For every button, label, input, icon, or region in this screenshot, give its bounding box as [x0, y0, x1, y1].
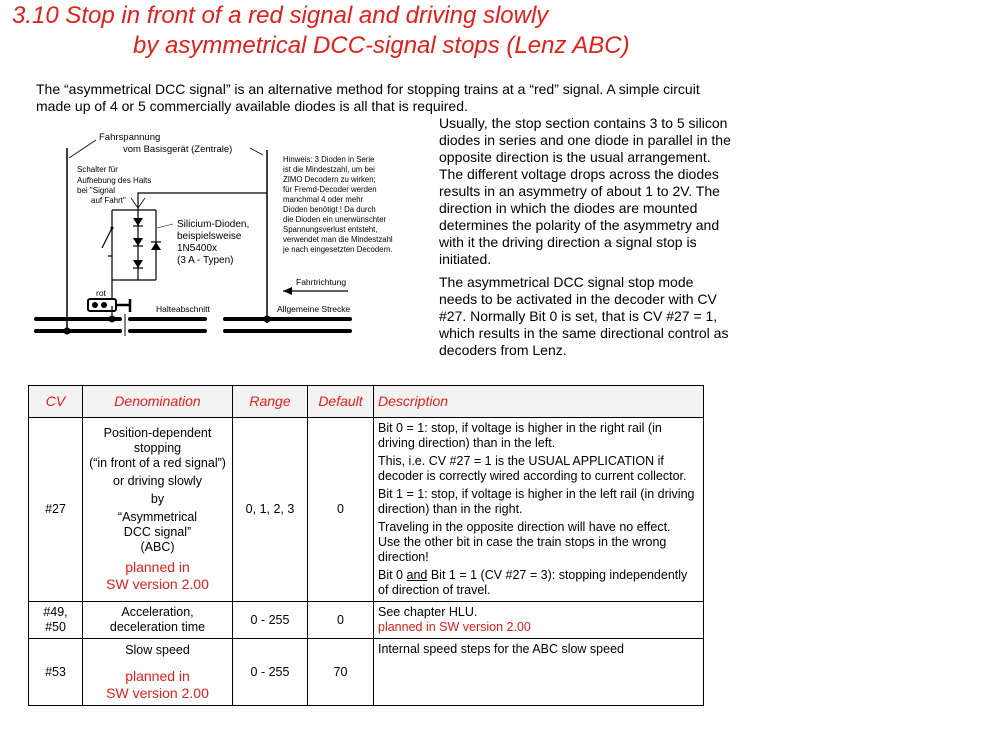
svg-text:die Dioden ein unerwünschter: die Dioden ein unerwünschter — [283, 215, 387, 224]
svg-text:Dioden benötigt ! Da durch: Dioden benötigt ! Da durch — [283, 205, 376, 214]
svg-text:Spannungsverlust entsteht,: Spannungsverlust entsteht, — [283, 225, 378, 234]
header-range: Range — [233, 386, 308, 418]
parallel-diode — [151, 242, 161, 250]
label-diodes-4: (3 A - Typen) — [177, 255, 234, 266]
header-denomination: Denomination — [83, 386, 233, 418]
cell-description: Internal speed steps for the ABC slow speed — [374, 639, 704, 706]
svg-text:ZIMO Decodern zu wirken;: ZIMO Decodern zu wirken; — [283, 175, 376, 184]
series-diodes — [133, 218, 143, 268]
table-row — [29, 418, 704, 602]
cell-cv: #49, #50 — [29, 602, 83, 639]
top-wire — [138, 193, 267, 210]
section-title-line-1: 3.10 Stop in front of a red signal and driving slowly — [12, 2, 549, 29]
label-diodes-1: Silicium-Dioden, — [177, 219, 250, 230]
label-halteabschnitt: Halteabschnitt — [156, 304, 210, 314]
bypass-switch — [102, 228, 112, 248]
label-schalter-1: Schalter für — [77, 165, 118, 174]
svg-text:manchmal 4 oder mehr: manchmal 4 oder mehr — [283, 195, 364, 204]
label-fahrtrichtung: Fahrtrichtung — [296, 277, 347, 287]
track-rails — [36, 319, 350, 331]
label-rot: rot — [96, 288, 106, 298]
cell-cv: #53 — [29, 639, 83, 706]
label-basisgeraet: vom Basisgerät (Zentrale) — [123, 144, 233, 155]
planned-note: planned in — [125, 559, 190, 575]
cv-table — [28, 385, 704, 706]
right-paragraph-2: The asymmetrical DCC signal stop mode needs to be activated in the decoder with CV #27. Normally Bit 0 is set, that is CV #27 = 1, which results in the same directional control as decoders from Lenz. — [439, 274, 729, 358]
cell-cv: #27 — [29, 418, 83, 602]
header-default: Default — [308, 386, 374, 418]
label-allgemeine-strecke: Allgemeine Strecke — [277, 304, 351, 314]
cell-range: 0 - 255 — [233, 602, 308, 639]
table-row — [29, 602, 704, 639]
planned-note: planned in — [125, 667, 190, 684]
label-schalter-2: Aufhebung des Halts — [77, 176, 152, 185]
svg-text:ist die Mindestzahl, um bei: ist die Mindestzahl, um bei — [283, 165, 375, 174]
label-diodes-2: beispielsweise — [177, 231, 242, 242]
cell-description: See chapter HLU. planned in SW version 2.00 — [374, 602, 704, 639]
cell-description: Bit 0 = 1: stop, if voltage is higher in the right rail (in driving direction) than in the left. This, i.e. CV #27 = 1 is the USUAL APPLICATION if decoder is correctly wired according to current collector. Bit 1 = 1: stop, if voltage is higher in the left rail (in driving direction) than in the right. Traveling in the opposite direction will have no effect. Use the other bit in case the train stops in the wrong direction! Bit 0 and Bit 1 = 1 (CV #27 = 3): stopping independently of direction of travel. — [374, 418, 704, 602]
header-cv: CV — [29, 386, 83, 418]
planned-note: planned in SW version 2.00 — [378, 620, 531, 634]
cell-denomination: Acceleration, deceleration time — [83, 602, 233, 639]
label-schalter-3: bei "Signal — [77, 186, 115, 195]
cell-range: 0, 1, 2, 3 — [233, 418, 308, 602]
cell-default: 70 — [308, 639, 374, 706]
intro-paragraph: The “asymmetrical DCC signal” is an alternative method for stopping trains at a “red” signal. A simple circuit made up of 4 or 5 commercially available diodes is all that is required. — [36, 81, 700, 114]
svg-text:Hinweis: 3 Dioden in Serie: Hinweis: 3 Dioden in Serie — [283, 155, 375, 164]
svg-text:für Fremd-Decoder werden: für Fremd-Decoder werden — [283, 185, 377, 194]
label-fahrspannung: Fahrspannung — [99, 132, 161, 143]
table-row — [29, 639, 704, 706]
svg-text:je nach eingesetzten Decodern.: je nach eingesetzten Decodern. — [283, 245, 393, 254]
label-diodes-3: 1N5400x — [177, 243, 218, 254]
cell-default: 0 — [308, 418, 374, 602]
header-description: Description — [374, 386, 704, 418]
cell-range: 0 - 255 — [233, 639, 308, 706]
svg-text:verwendet man die Mindestzahl: verwendet man die Mindestzahl — [283, 235, 393, 244]
table-header-row — [29, 386, 704, 418]
cell-denomination: Position-dependent stopping (“in front of a red signal”) or driving slowly by “Asymmetrical DCC signal” (ABC) planned in SW version 2.00 — [83, 418, 233, 602]
right-column-text — [439, 115, 734, 365]
hint-note — [282, 155, 393, 254]
section-title-line-2: by asymmetrical DCC-signal stops (Lenz ABC) — [133, 32, 630, 59]
cell-denomination: Slow speed planned in SW version 2.00 — [83, 639, 233, 706]
right-paragraph-1: Usually, the stop section contains 3 to 5 silicon diodes in series and one diode in parallel in the opposite direction is the usual arrangement. The different voltage drops across the diodes results in an asymmetry of about 1 to 2V. The direction in which the diodes are mounted determines the polarity of the asymmetry and with it the driving direction a signal stop is initiated. — [439, 115, 731, 267]
cell-default: 0 — [308, 602, 374, 639]
circuit-diagram — [30, 128, 430, 343]
label-schalter-4: auf Fahrt" — [91, 196, 126, 205]
